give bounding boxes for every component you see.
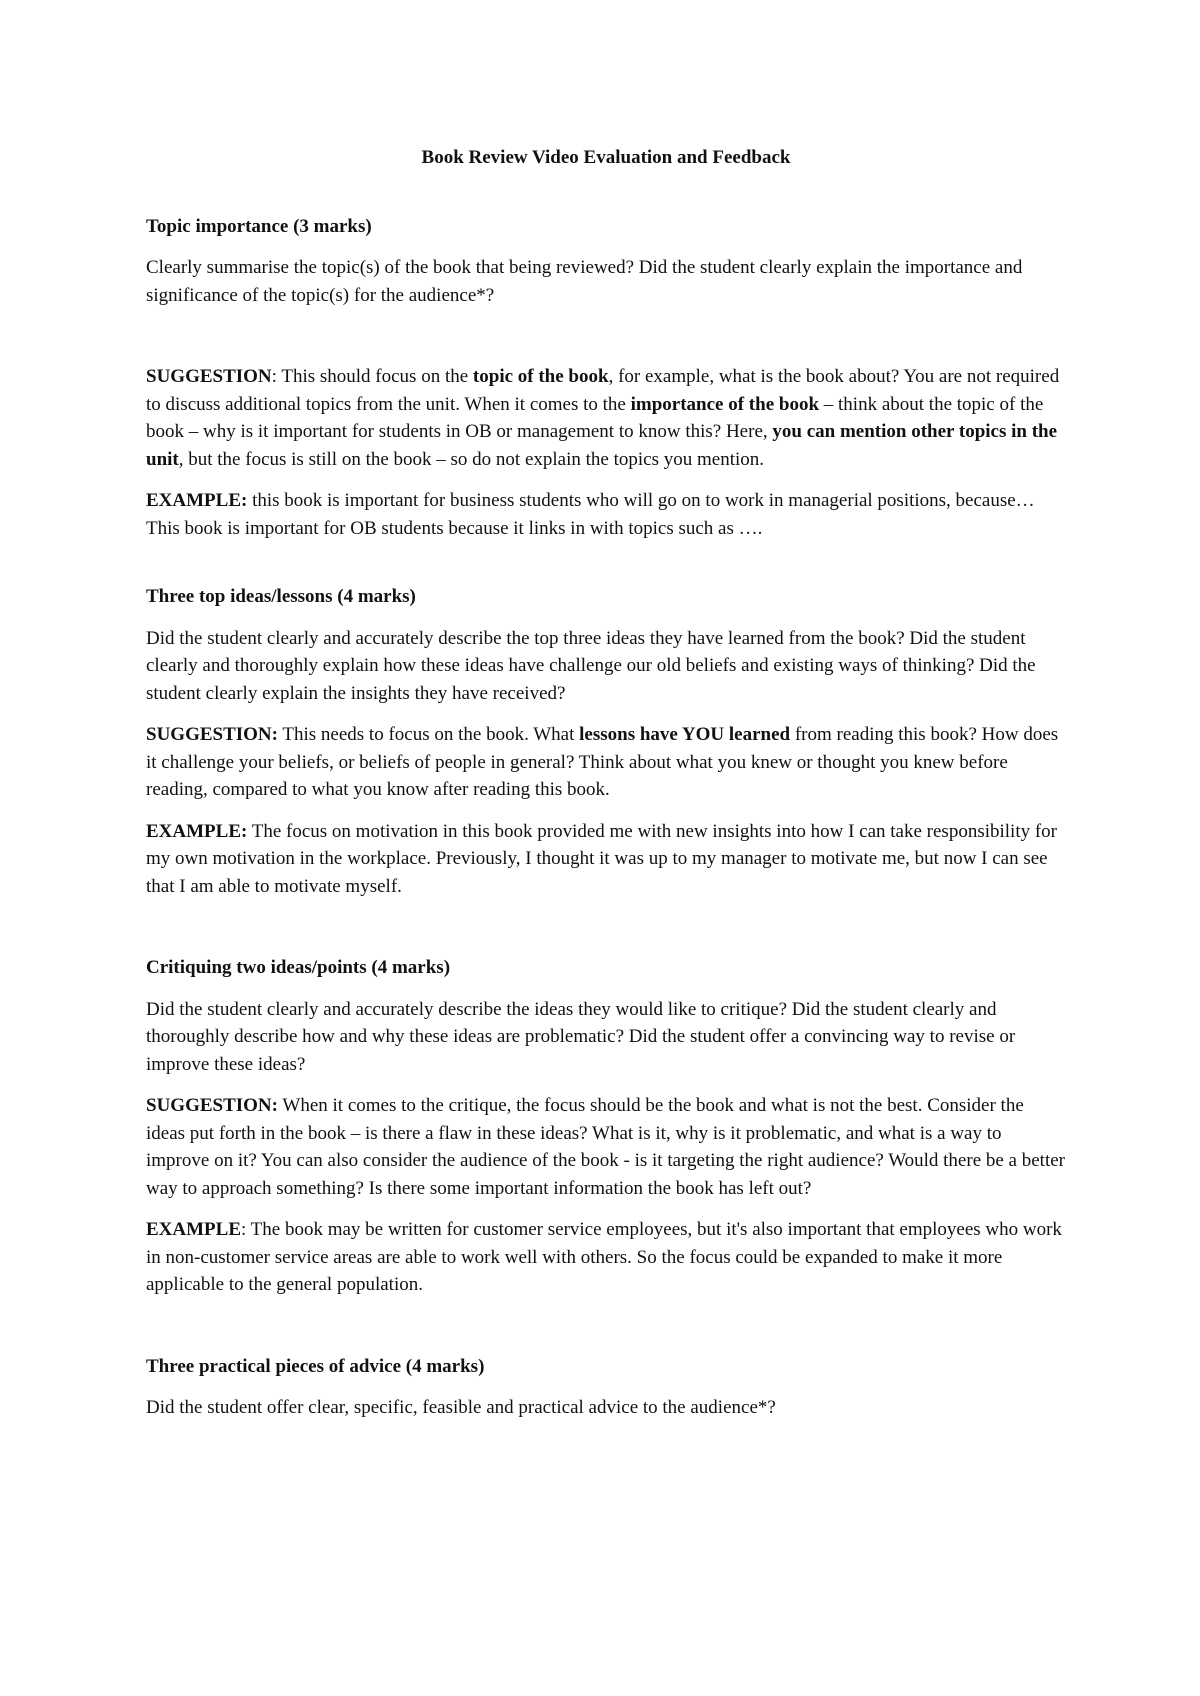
example-label: EXAMPLE: [146, 490, 248, 511]
example-paragraph [146, 818, 1066, 901]
section-heading: Three top ideas/lessons (4 marks) [146, 586, 416, 607]
suggestion-paragraph [146, 363, 1066, 473]
example-text: this book is important for business students who will go on to work in managerial positions, because… This book is important for OB students because it links in with topics such as …. [146, 490, 1035, 539]
suggestion-text: , for example, what is the book about? You are not required to discuss additional topics from the unit. When it comes to the [146, 366, 1060, 415]
suggestion-text: : This should focus on the [271, 366, 473, 387]
section-critiquing-two-ideas [146, 954, 1066, 1299]
example-text: : The book may be written for customer service employees, but it's also important that employees who work in non-customer service areas are able to work well with others. So the focus could be expanded to make it more applicable to the general population. [146, 1219, 1062, 1295]
suggestion-emphasis: you can mention other topics in the unit [146, 421, 1058, 470]
section-heading: Three practical pieces of advice (4 marks) [146, 1355, 485, 1377]
section-practical-advice [146, 1353, 1066, 1422]
section-heading: Topic importance (3 marks) [146, 215, 372, 237]
suggestion-text: – think about the topic of the book – why is it important for students in OB or management to know this? Here, [146, 393, 1044, 442]
suggestion-label: SUGGESTION [146, 366, 272, 387]
example-text: The focus on motivation in this book provided me with new insights into how I can take responsibility for my own motivation in the workplace. Previously, I thought it was up to my manager to motivate me, but now I can see that I am able to motivate myself. [146, 820, 1058, 897]
section-question: Did the student offer clear, specific, feasible and practical advice to the audience*? [146, 1397, 776, 1418]
example-label: EXAMPLE: [146, 820, 248, 842]
suggestion-label: SUGGESTION: [146, 724, 278, 745]
example-paragraph [146, 487, 1066, 542]
suggestion-text: , but the focus is still on the book – so do not explain the topics you mention. [178, 448, 765, 470]
section-question: Did the student clearly and accurately describe the top three ideas they have learned from the book? Did the student clearly and thoroughly explain how these ideas have challenge our old beliefs and existing ways of thinking? Did the student clearly explain the insights they have received? [146, 627, 1036, 704]
section-topic-importance [146, 213, 1066, 543]
example-label: EXAMPLE [146, 1219, 241, 1240]
section-three-top-ideas [146, 583, 1066, 900]
suggestion-text: When it comes to the critique, the focus should be the book and what is not the best. Consider the ideas put forth in the book – is there a flaw in these ideas? What is it, why is it problematic, and what is a way to improve on it? You can also consider the audience of the book - is it targeting the right audience? Would there be a better way to approach something? Is there some important information the book has left out? [146, 1095, 1065, 1199]
section-question: Clearly summarise the topic(s) of the book that being reviewed? Did the student clearly explain the importance and significance of the topic(s) for the audience*? [146, 257, 1023, 306]
suggestion-text: This needs to focus on the book. What [277, 724, 580, 745]
suggestion-paragraph [146, 1092, 1066, 1202]
example-paragraph [146, 1216, 1066, 1299]
section-heading: Critiquing two ideas/points (4 marks) [146, 957, 451, 978]
suggestion-emphasis: importance of the book [630, 393, 820, 415]
suggestion-emphasis: lessons have YOU learned [579, 724, 791, 745]
suggestion-emphasis: topic of the book [472, 366, 609, 387]
suggestion-text: from reading this book? How does it challenge your beliefs, or beliefs of people in general? Think about what you knew or thought you knew before reading, compared to what you know after reading this book. [146, 724, 1059, 800]
document-title: Book Review Video Evaluation and Feedback [421, 147, 791, 168]
suggestion-label: SUGGESTION: [146, 1095, 278, 1116]
document-content [146, 144, 1066, 1436]
suggestion-paragraph [146, 721, 1066, 804]
section-question: Did the student clearly and accurately describe the ideas they would like to critique? Did the student clearly and thoroughly describe how and why these ideas are problematic? Did the student offer a convincing way to revise or improve these ideas? [146, 998, 1016, 1075]
